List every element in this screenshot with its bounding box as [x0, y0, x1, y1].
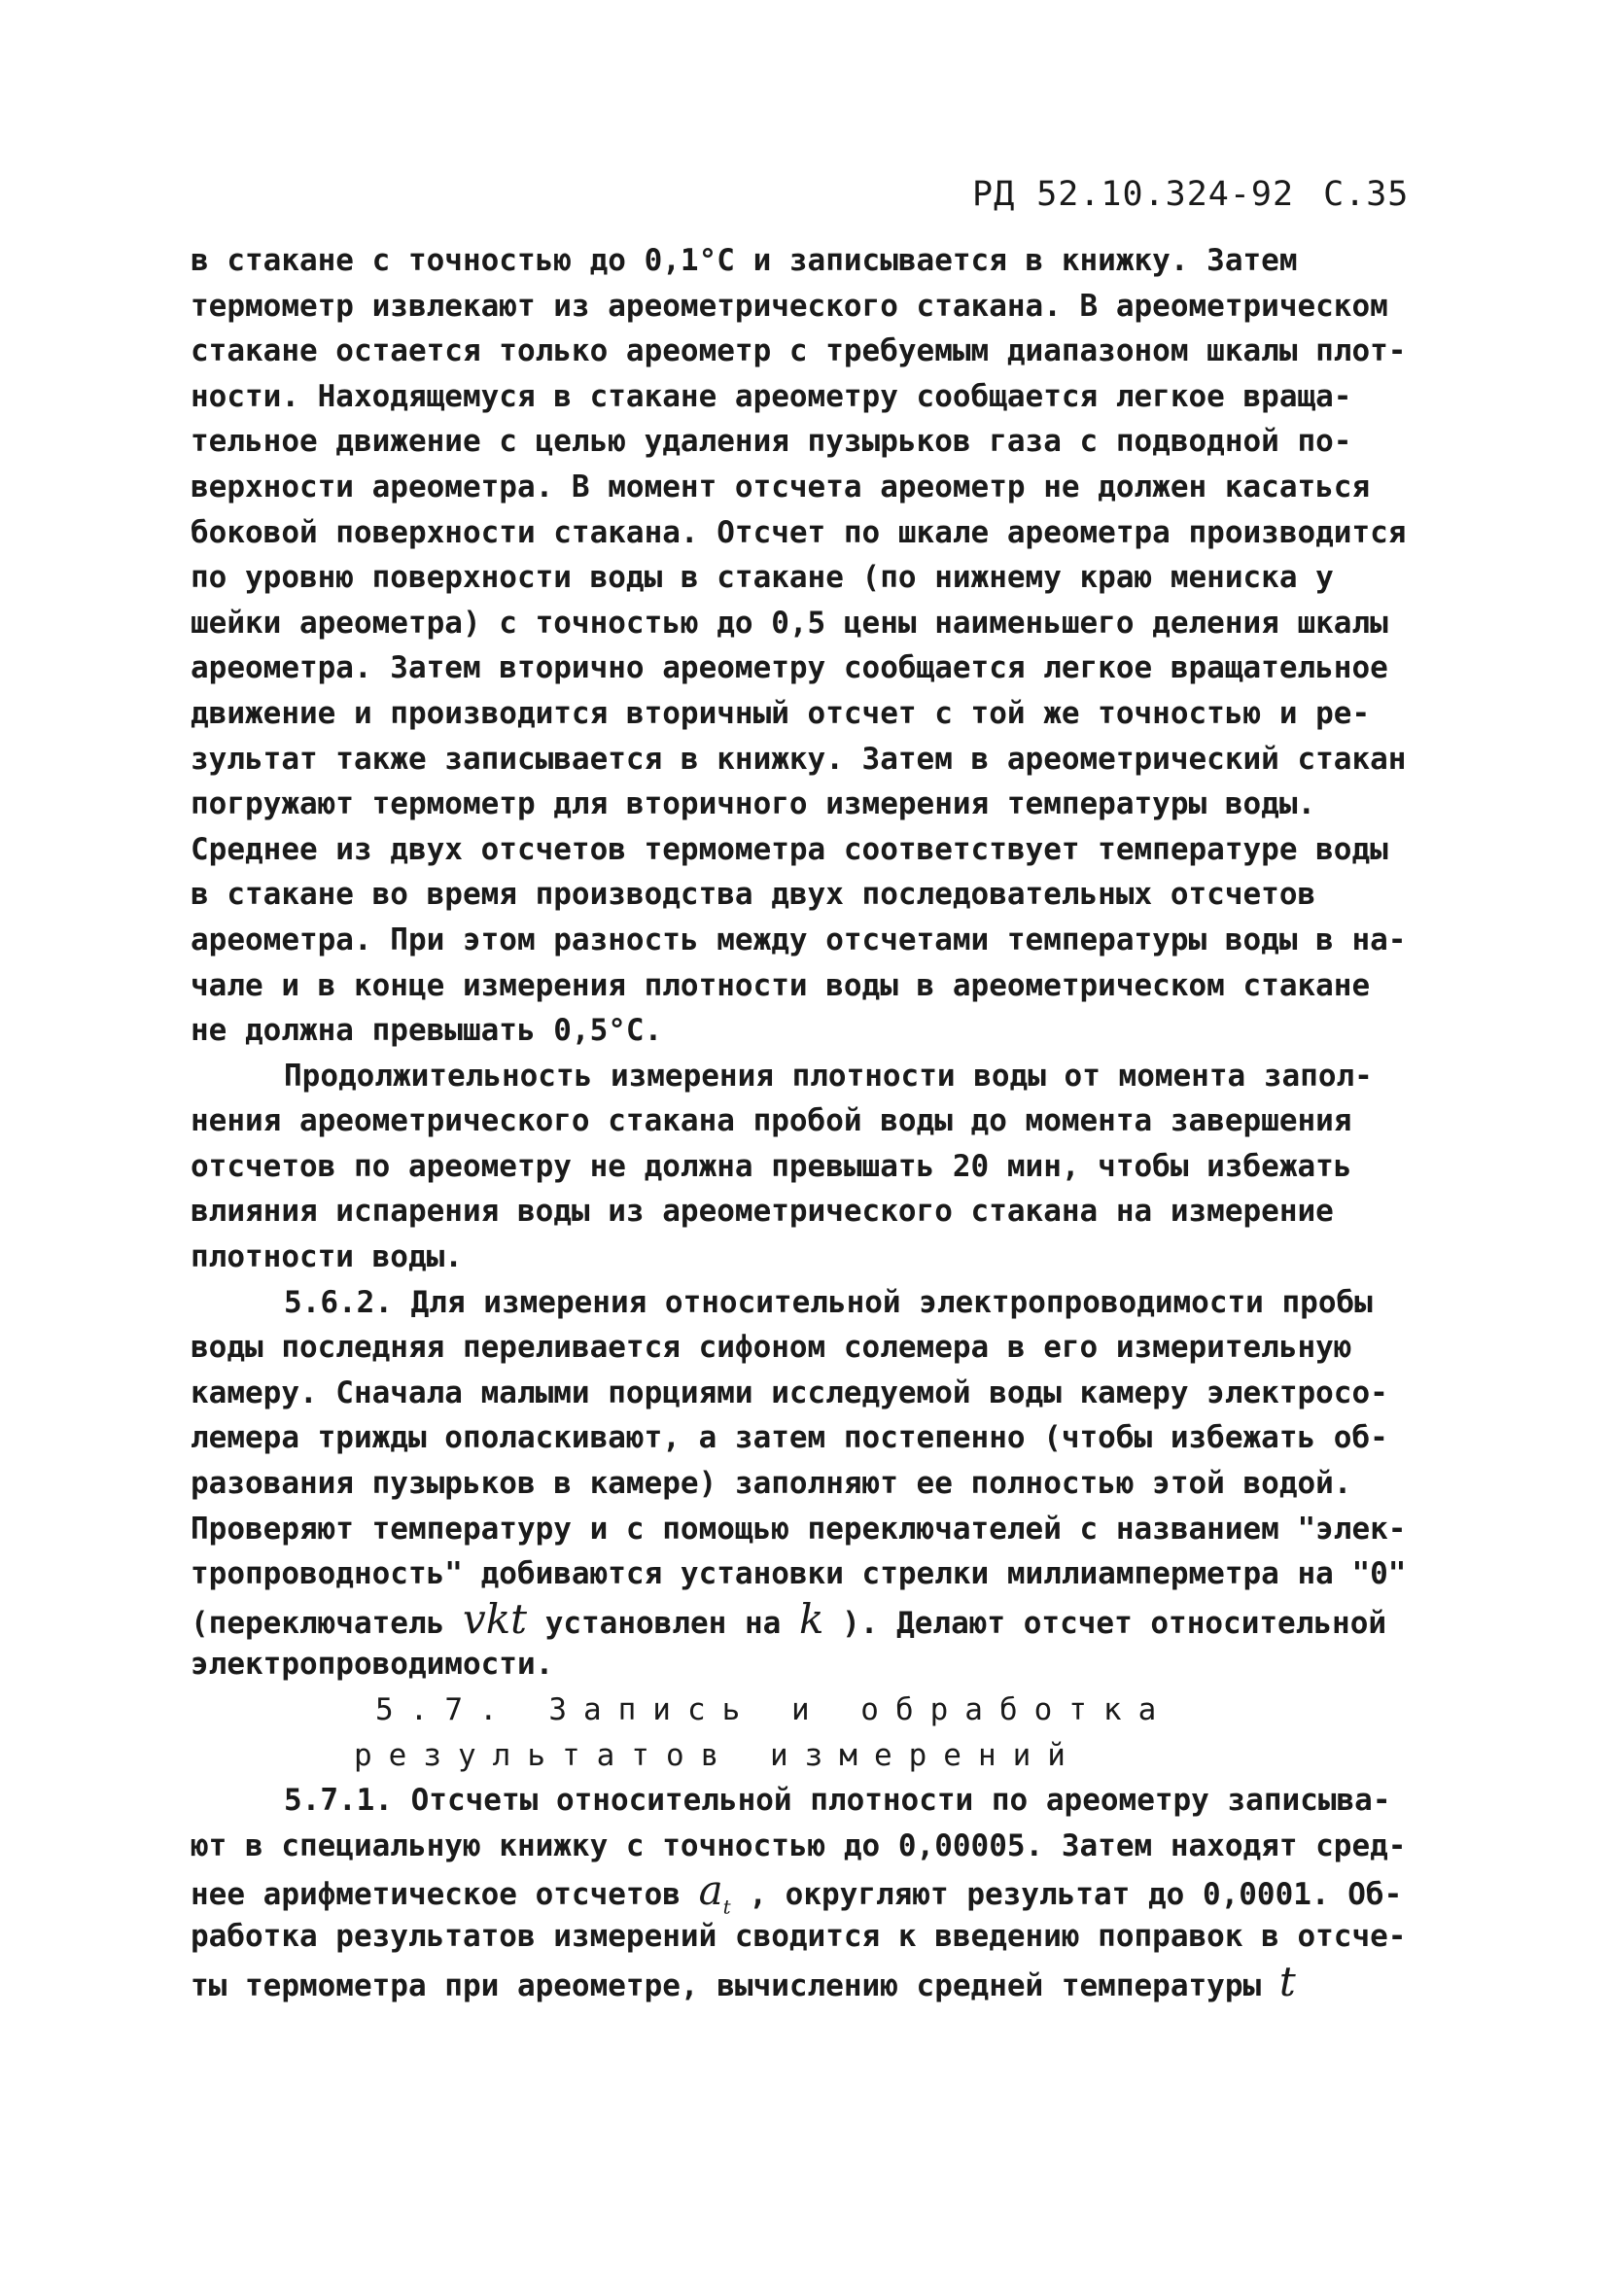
- text-line: ареометра. При этом разность между отсчетами температуры воды в на-: [191, 922, 1407, 957]
- text-line: Среднее из двух отсчетов термометра соответствует температуре воды: [191, 831, 1388, 867]
- text-line: разования пузырьков в камере) заполняют ее полностью этой водой.: [191, 1466, 1352, 1502]
- text-line: работка результатов измерений сводится к введению поправок в отсче-: [191, 1918, 1407, 1954]
- text-line: тропроводность" добиваются установки стрелки миллиамперметра на "0": [191, 1556, 1407, 1592]
- text-line: воды последняя переливается сифоном солемера в его измерительную: [191, 1330, 1352, 1366]
- text-line: Проверяют температуру и с помощью переключателей с названием "элек-: [191, 1511, 1407, 1547]
- symbol-k: k: [799, 1594, 824, 1643]
- text-line: влияния испарения воды из ареометрического стакана на измерение: [191, 1194, 1334, 1230]
- paragraph-conductivity: [191, 1280, 1454, 1597]
- text-line: тельное движение с целью удаления пузырьков газа с подводной по-: [191, 424, 1352, 460]
- text-line: в стакане во время производства двух последовательных отсчетов: [191, 877, 1316, 913]
- symbol-vkt: vkt: [462, 1594, 528, 1643]
- text-line: камеру. Сначала малыми порциями исследуемой воды камеру электросо-: [191, 1374, 1388, 1410]
- switch-line: (переключатель vkt установлен на k ). Делают отсчет относительной: [191, 1594, 1387, 1643]
- text-line: 5.6.2. Для измерения относительной электропроводимости пробы: [284, 1284, 1373, 1320]
- symbol-t: t: [1278, 1957, 1296, 2005]
- text-line: ареометра. Затем вторично ареометру сообщается легкое вращательное: [191, 650, 1388, 686]
- body-text: [191, 238, 1454, 2004]
- text-line-with-symbol: ты термометра при ареометре, вычислению средней температуры t: [191, 1957, 1296, 2005]
- text-line: не должна превышать 0,5°С.: [191, 1013, 663, 1049]
- text-line: погружают термометр для вторичного измерения температуры воды.: [191, 786, 1316, 822]
- paragraph-density-measurement: [191, 238, 1454, 1054]
- text-line: нения ареометрического стакана пробой воды до момента завершения: [191, 1103, 1352, 1139]
- text-line: Продолжительность измерения плотности воды от момента запол-: [284, 1058, 1373, 1094]
- paragraph-duration: [191, 1054, 1454, 1280]
- text-line-with-symbol: нее арифметическое отсчетов $a_t$ , округляют результат до 0,0001. Об-: [191, 1866, 1403, 1919]
- text-line: отсчетов по ареометру не должна превышать 20 мин, чтобы избежать: [191, 1148, 1352, 1184]
- text-line: термометр извлекают из ареометрического стакана. В ареометрическом: [191, 288, 1388, 324]
- text-line: стакане остается только ареометр с требуемым диапазоном шкалы плот-: [191, 333, 1407, 369]
- text-line: движение и производится вторичный отсчет с той же точностью и ре-: [191, 695, 1371, 731]
- text-line: электропроводимости.: [191, 1647, 554, 1683]
- text-line: шейки ареометра) с точностью до 0,5 цены наименьшего деления шкалы: [191, 605, 1388, 641]
- text-line: в стакане с точностью до 0,1°С и записывается в книжку. Затем: [191, 243, 1298, 278]
- text-line: чале и в конце измерения плотности воды в ареометрическом стакане: [191, 967, 1371, 1003]
- text-line: верхности ареометра. В момент отсчета ареометр не должен касаться: [191, 469, 1371, 504]
- text-line: зультат также записывается в книжку. Затем в ареометрический стакан: [191, 741, 1407, 777]
- text-line: лемера трижды ополаскивают, а затем постепенно (чтобы избежать об-: [191, 1420, 1388, 1456]
- text-line: плотности воды.: [191, 1239, 463, 1275]
- section-heading-line-1: 5.7. Запись и обработка: [375, 1692, 1173, 1727]
- document-code: РД 52.10.324-92: [972, 175, 1295, 214]
- page-header: [972, 175, 1409, 214]
- text-line: по уровню поверхности воды в стакане (по нижнему краю мениска у: [191, 560, 1334, 596]
- page-number: С.35: [1323, 175, 1410, 214]
- section-heading-line-2: результатов измерений: [354, 1737, 1082, 1773]
- text-line: боковой поверхности стакана. Отсчет по шкале ареометра производится: [191, 514, 1407, 550]
- text-line: ют в специальную книжку с точностью до 0,00005. Затем находят сред-: [191, 1827, 1407, 1863]
- symbol-a-t: $a_t$: [698, 1866, 731, 1919]
- text-line: ности. Находящемуся в стакане ареометру сообщается легкое враща-: [191, 378, 1352, 414]
- text-line: 5.7.1. Отсчеты относительной плотности по ареометру записыва-: [284, 1783, 1391, 1819]
